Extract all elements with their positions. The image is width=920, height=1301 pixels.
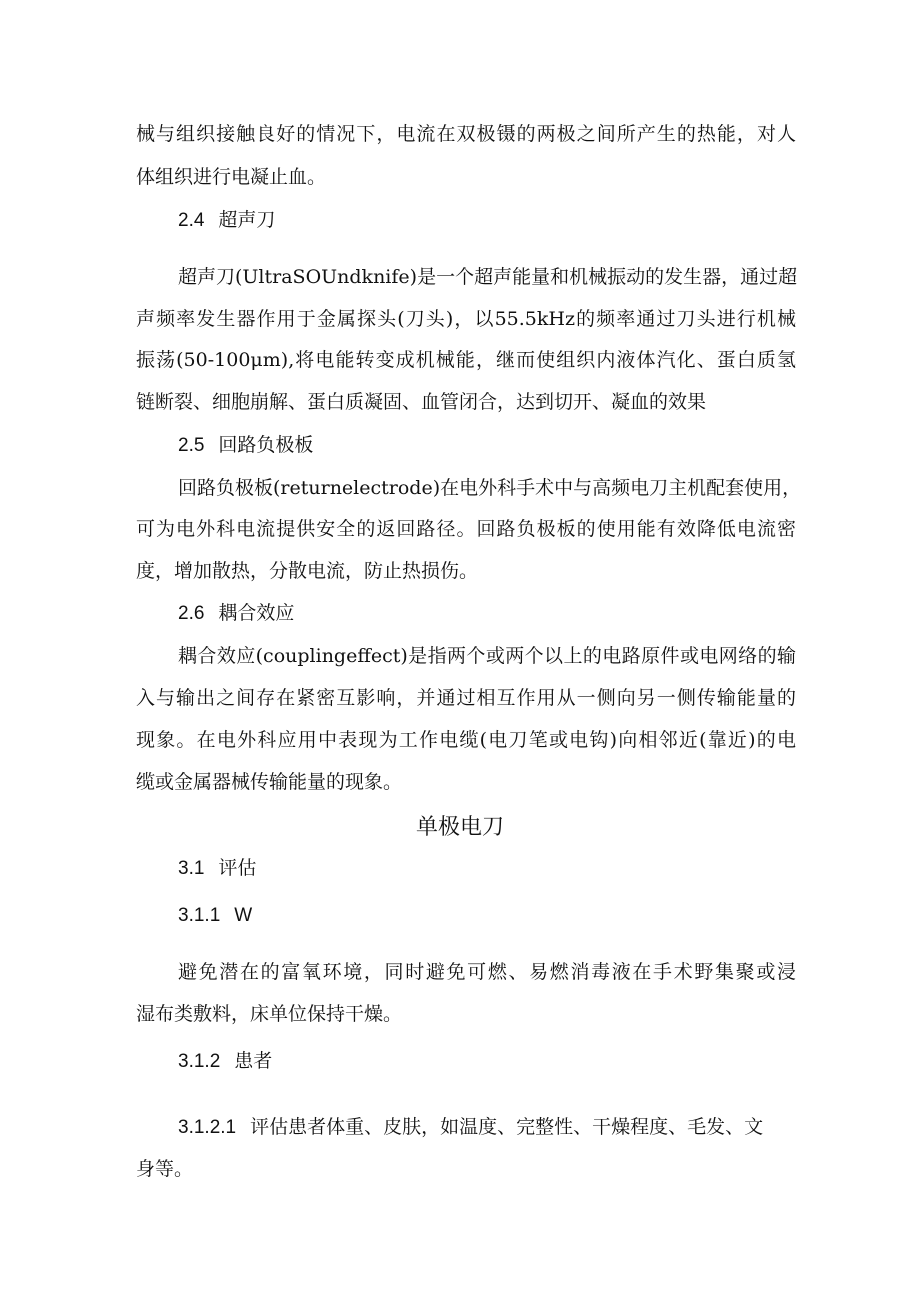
section-title: 耦合效应 <box>218 602 295 624</box>
paragraph-ultrasound-line-4: 链断裂、细胞崩解、蛋白质凝固、血管闭合，达到切开、凝血的效果 <box>136 391 707 413</box>
section-number: 3.1.2 <box>178 1051 221 1072</box>
section-number: 2.4 <box>178 210 205 231</box>
paragraph-ultrasound-line-2: 声频率发生器作用于金属探头(刀头)，以55.5kHz的频率通过刀头进行机械 <box>136 308 796 330</box>
section-number: 2.6 <box>178 603 205 624</box>
section-heading-3-1-1 <box>178 902 252 929</box>
chapter-title: 单极电刀 <box>415 815 504 840</box>
paragraph-return-line-3: 度，增加散热，分散电流，防止热损伤。 <box>136 560 479 582</box>
paragraph-bipolar-line-2: 体组织进行电凝止血。 <box>136 166 327 188</box>
section-title: 评估 <box>218 857 257 879</box>
section-title: 患者 <box>234 1050 273 1072</box>
section-title: 超声刀 <box>218 209 276 231</box>
section-heading-2-4 <box>178 207 275 234</box>
paragraph-coupling-line-1: 耦合效应(couplingeffect)是指两个或两个以上的电路原件或电网络的输 <box>178 645 796 667</box>
paragraph-return-line-2: 可为电外科电流提供安全的返回路径。回路负极板的使用能有效降低电流密 <box>136 518 796 540</box>
paragraph-env-line-1: 避免潜在的富氧环境，同时避免可燃、易燃消毒液在手术野集聚或浸 <box>178 961 796 983</box>
paragraph-bipolar-line-1: 械与组织接触良好的情况下，电流在双极镊的两极之间所产生的热能，对人 <box>136 123 796 145</box>
section-heading-2-6 <box>178 600 294 627</box>
paragraph-coupling-line-4: 缆或金属器械传输能量的现象。 <box>136 771 403 793</box>
section-heading-2-5 <box>178 432 313 459</box>
section-number: 3.1 <box>178 858 205 879</box>
section-number: 2.5 <box>178 435 205 456</box>
paragraph-coupling-line-2: 入与输出之间存在紧密互影响，并通过相互作用从一侧向另一侧传输能量的 <box>136 687 796 709</box>
paragraph-env-line-2: 湿布类敷料，床单位保持干燥。 <box>136 1003 403 1025</box>
paragraph-patient-line-2: 身等。 <box>136 1158 194 1180</box>
section-title: 回路负极板 <box>218 434 314 456</box>
paragraph-text: 评估患者体重、皮肤，如温度、完整性、干燥程度、毛发、文 <box>250 1116 764 1138</box>
section-number: 3.1.1 <box>178 905 221 926</box>
paragraph-ultrasound-line-3: 振荡(50-100μm),将电能转变成机械能，继而使组织内液体汽化、蛋白质氢 <box>136 349 796 371</box>
section-heading-3-1-2 <box>178 1048 272 1075</box>
paragraph-coupling-line-3: 现象。在电外科应用中表现为工作电缆(电刀笔或电钩)向相邻近(靠近)的电 <box>136 729 796 751</box>
paragraph-patient-line-1 <box>178 1114 796 1141</box>
section-number: 3.1.2.1 <box>178 1117 237 1138</box>
section-heading-3-1 <box>178 855 256 882</box>
paragraph-ultrasound-line-1: 超声刀(UltraSOUndknife)是一个超声能量和机械振动的发生器，通过超 <box>178 266 798 288</box>
paragraph-return-line-1: 回路负极板(returnelectrode)在电外科手术中与高频电刀主机配套使用， <box>178 477 802 499</box>
section-title: W <box>234 905 253 926</box>
